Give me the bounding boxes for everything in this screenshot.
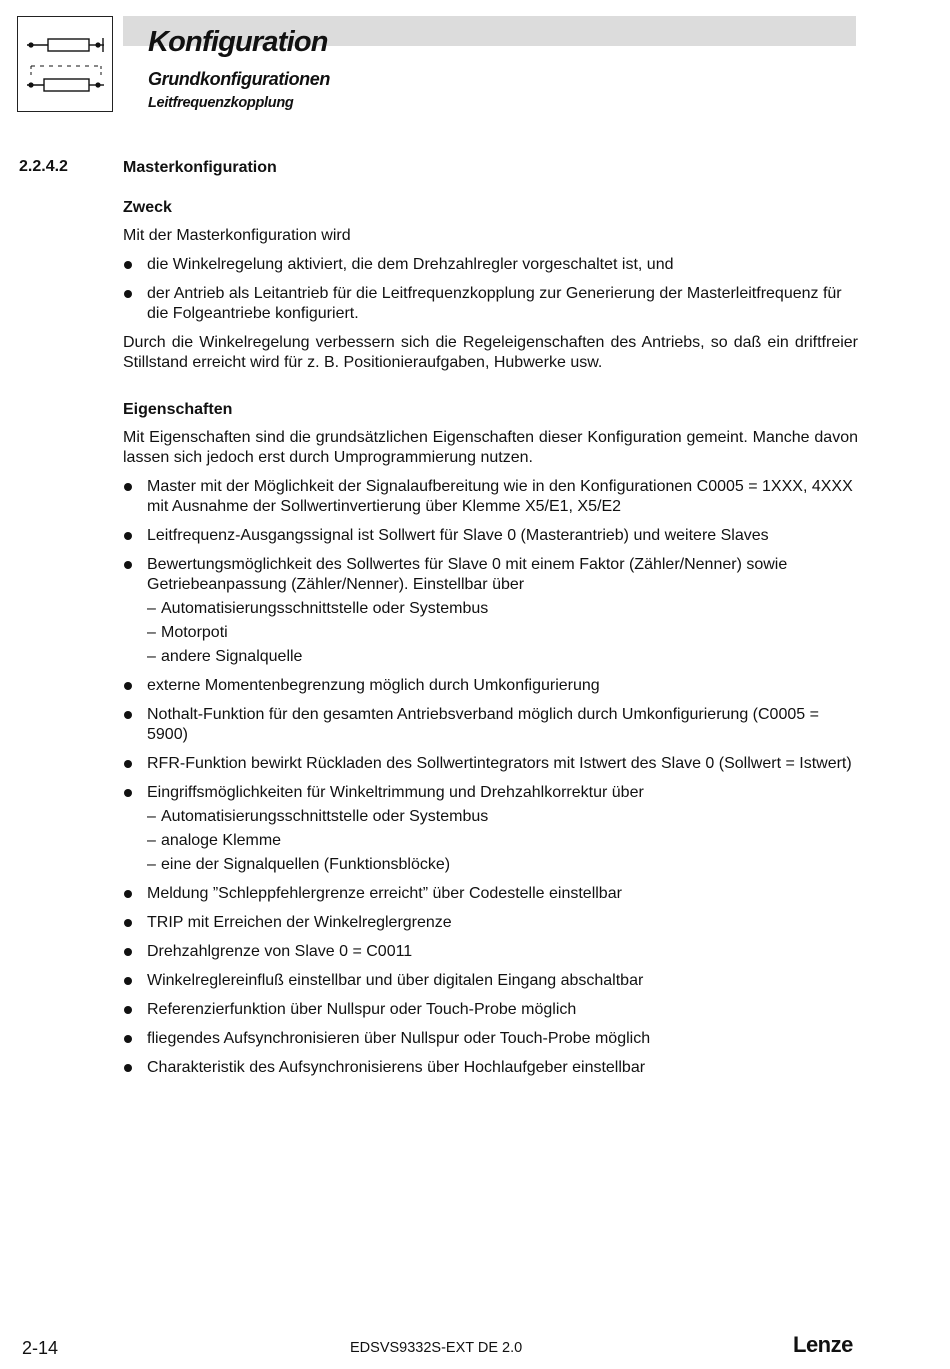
sub-list-item-text: analoge Klemme: [161, 832, 282, 849]
document-id: EDSVS9332S-EXT DE 2.0: [350, 1340, 523, 1356]
list-item-text: die Winkelregelung aktiviert, die dem Drehzahlregler vorgeschaltet ist, und: [147, 256, 674, 273]
list-item-text: Master mit der Möglichkeit der Signalaufbereitung wie in den Konfigurationen C0005 = 1XXX, 4XXX mit Ausnahme der Sollwertinvertierung über Klemme X5/E1, X5/E2: [147, 478, 853, 515]
list-item: [123, 1000, 858, 1020]
bullet-icon: [124, 561, 132, 569]
list-item: [123, 913, 858, 933]
page-number: 2-14: [22, 1338, 59, 1358]
bullet-icon: [124, 1035, 132, 1043]
bullet-icon: [124, 789, 132, 797]
bullet-icon: [124, 1064, 132, 1072]
sub-list-item: [147, 807, 858, 827]
list-item: [123, 942, 858, 962]
sub-list-item: [147, 647, 858, 667]
list-item: [123, 555, 858, 667]
list-item-text: Bewertungsmöglichkeit des Sollwertes für Slave 0 mit einem Faktor (Zähler/Nenner) sowie Getriebeanpassung (Zähler/Nenner). Einstellbar über: [147, 556, 788, 593]
list-item: [123, 255, 858, 275]
sub-list-item-text: andere Signalquelle: [161, 648, 303, 665]
list-item-text: externe Momentenbegrenzung möglich durch Umkonfigurierung: [147, 677, 600, 694]
list-item: [123, 477, 858, 517]
dash-icon: –: [147, 648, 156, 665]
zweck-list: [123, 255, 858, 324]
bullet-icon: [124, 1006, 132, 1014]
page-subsubtitle: Leitfrequenzkopplung: [148, 95, 294, 111]
zweck-outro: Durch die Winkelregelung verbessern sich die Regeleigenschaften des Antriebs, so daß ein driftfreier Stillstand erreicht wird für z. B. Positionieraufgaben, Hubwerke usw.: [123, 334, 858, 371]
bullet-icon: [124, 682, 132, 690]
bullet-icon: [124, 977, 132, 985]
section-number: 2.2.4.2: [19, 158, 68, 175]
zweck-heading: Zweck: [123, 199, 172, 216]
bullet-icon: [124, 261, 132, 269]
list-item: [123, 1029, 858, 1049]
list-item-text: Winkelreglereinfluß einstellbar und über digitalen Eingang abschaltbar: [147, 972, 644, 989]
list-item-text: der Antrieb als Leitantrieb für die Leitfrequenzkopplung zur Generierung der Masterleitfrequenz für die Folgeantriebe konfiguriert.: [147, 285, 842, 322]
bullet-icon: [124, 532, 132, 540]
list-item: [123, 676, 858, 696]
bullet-icon: [124, 948, 132, 956]
bullet-icon: [124, 919, 132, 927]
list-item-text: Eingriffsmöglichkeiten für Winkeltrimmung und Drehzahlkorrektur über: [147, 784, 644, 801]
dash-icon: –: [147, 808, 156, 825]
bullet-icon: [124, 890, 132, 898]
sub-list-item-text: Automatisierungsschnittstelle oder Systembus: [161, 808, 489, 825]
bullet-icon: [124, 760, 132, 768]
dash-icon: –: [147, 856, 156, 873]
list-item-text: fliegendes Aufsynchronisieren über Nullspur oder Touch-Probe möglich: [147, 1030, 651, 1047]
list-item-text: Referenzierfunktion über Nullspur oder Touch-Probe möglich: [147, 1001, 577, 1018]
sub-list-item-text: Automatisierungsschnittstelle oder Systembus: [161, 600, 489, 617]
sub-list-item: [147, 599, 858, 619]
list-item: [123, 526, 858, 546]
list-item-text: Leitfrequenz-Ausgangssignal ist Sollwert für Slave 0 (Masterantrieb) und weitere Slaves: [147, 527, 769, 544]
sub-list-item-text: Motorpoti: [161, 624, 228, 641]
eigenschaften-list: [123, 477, 858, 1078]
sub-list-item-text: eine der Signalquellen (Funktionsblöcke): [161, 856, 451, 873]
sub-list-item: [147, 623, 858, 643]
configuration-diagram-icon: [17, 16, 113, 112]
list-item: [123, 971, 858, 991]
list-item: [123, 754, 858, 774]
sub-list: [147, 599, 858, 667]
bullet-icon: [124, 711, 132, 719]
sub-list-item: [147, 831, 858, 851]
sub-list-item: [147, 855, 858, 875]
eigenschaften-intro: Mit Eigenschaften sind die grundsätzlichen Eigenschaften dieser Konfiguration gemeint. Manche davon lassen sich jedoch erst durch Umprogrammierung nutzen.: [123, 429, 858, 466]
sub-list: [147, 807, 858, 875]
page-title: Konfiguration: [148, 26, 328, 58]
bullet-icon: [124, 290, 132, 298]
list-item-text: Drehzahlgrenze von Slave 0 = C0011: [147, 943, 413, 960]
main-content: [123, 158, 858, 1087]
dash-icon: –: [147, 600, 156, 617]
list-item: [123, 884, 858, 904]
list-item: [123, 705, 858, 745]
list-item-text: RFR-Funktion bewirkt Rückladen des Sollwertintegrators mit Istwert des Slave 0 (Sollwert = Istwert): [147, 755, 852, 772]
brand-logo: Lenze: [793, 1332, 853, 1357]
list-item: [123, 783, 858, 875]
page-subtitle: Grundkonfigurationen: [148, 69, 330, 89]
list-item-text: Charakteristik des Aufsynchronisierens über Hochlaufgeber einstellbar: [147, 1059, 646, 1076]
bullet-icon: [124, 483, 132, 491]
list-item: [123, 1058, 858, 1078]
eigenschaften-heading: Eigenschaften: [123, 401, 233, 418]
dash-icon: –: [147, 832, 156, 849]
list-item-text: Nothalt-Funktion für den gesamten Antriebsverband möglich durch Umkonfigurierung (C0005 = 5900): [147, 706, 819, 743]
dash-icon: –: [147, 624, 156, 641]
section-title: Masterkonfiguration: [123, 159, 277, 176]
list-item-text: Meldung ”Schleppfehlergrenze erreicht” über Codestelle einstellbar: [147, 885, 622, 902]
list-item-text: TRIP mit Erreichen der Winkelreglergrenze: [147, 914, 452, 931]
zweck-intro: Mit der Masterkonfiguration wird: [123, 227, 351, 244]
list-item: [123, 284, 858, 324]
